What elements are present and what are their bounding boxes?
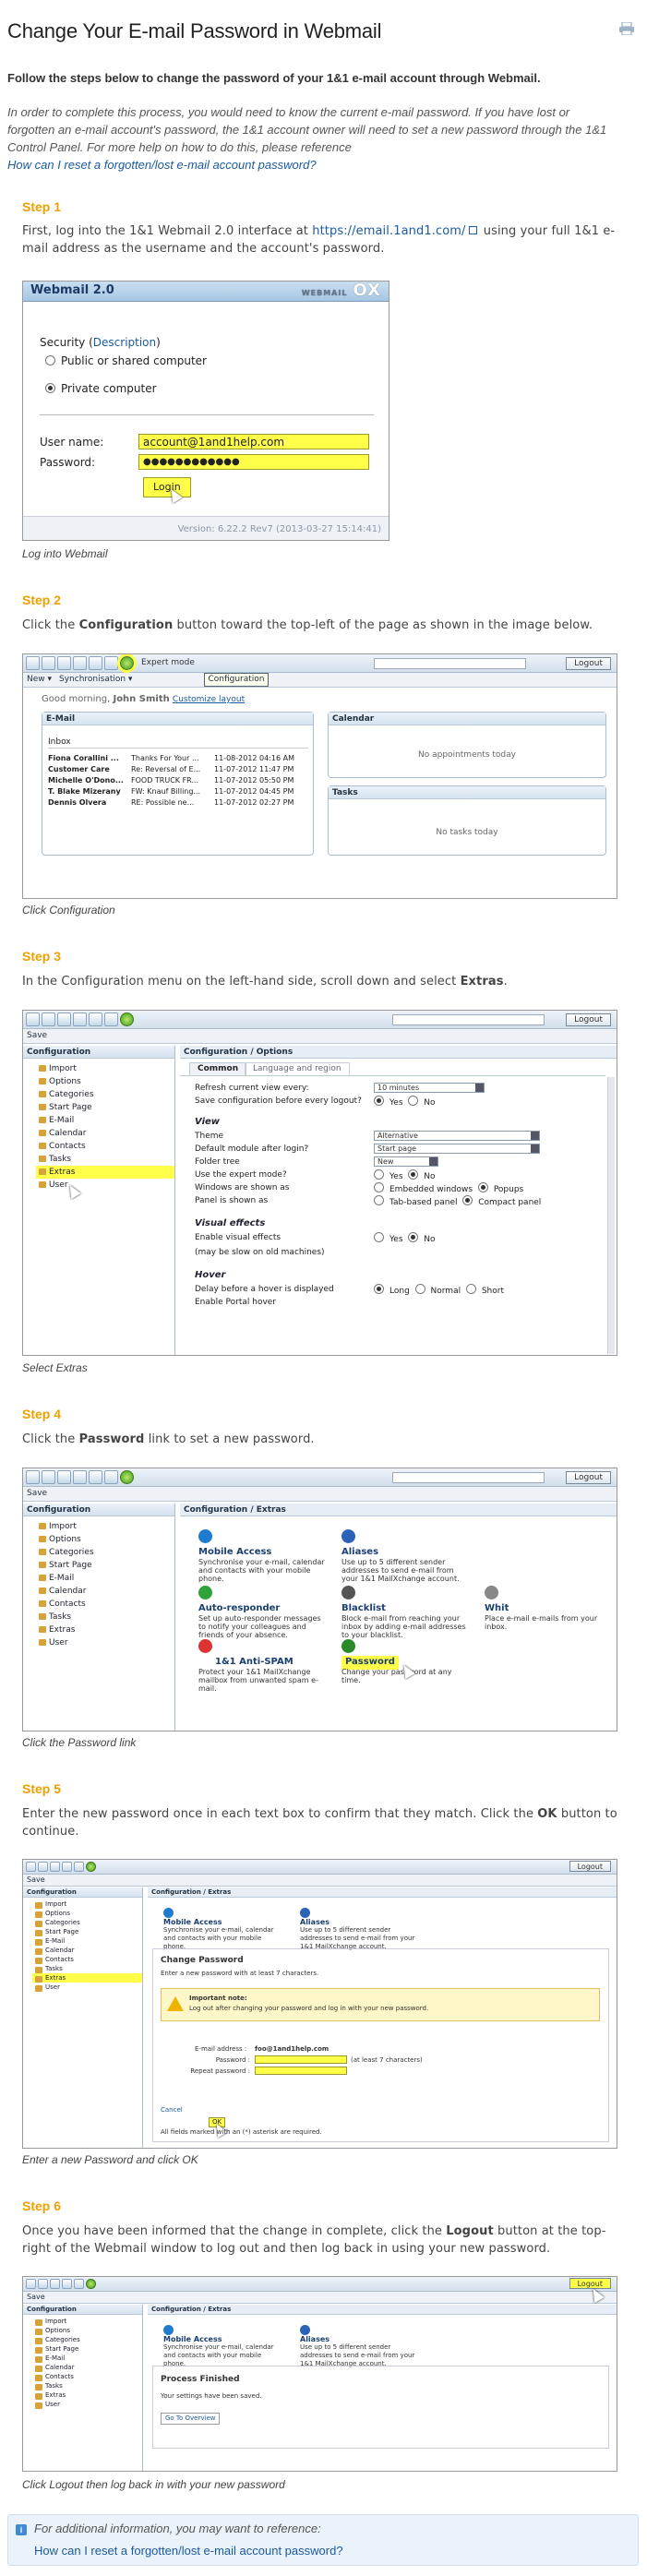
ox-toolbar bbox=[23, 654, 617, 673]
config-tree bbox=[23, 2315, 142, 2409]
tree-item[interactable]: E-Mail bbox=[36, 1114, 174, 1127]
extra-desc: Block e-mail from reaching your inbox by adding e-mail addresses to your blacklist. bbox=[341, 1614, 466, 1639]
print-icon[interactable] bbox=[619, 22, 634, 35]
infostore-icon[interactable] bbox=[104, 1470, 118, 1484]
extras-breadcrumb: Configuration / Extras bbox=[180, 1504, 617, 1516]
panel-radios[interactable]: Tab-based panel Compact panel bbox=[374, 1195, 541, 1209]
tree-item[interactable]: Start Page bbox=[32, 1927, 142, 1936]
password-input[interactable]: ●●●●●●●●●●●● bbox=[138, 454, 369, 470]
tree-item[interactable]: User bbox=[36, 1636, 174, 1649]
login-button[interactable]: Login bbox=[143, 477, 191, 497]
configuration-icon[interactable] bbox=[86, 1862, 96, 1872]
extra-icon bbox=[198, 1639, 212, 1653]
tree-item[interactable]: Options bbox=[36, 1075, 174, 1088]
intro-summary: Follow the steps below to change the password of your 1&1 e-mail account through Webmail. bbox=[7, 71, 541, 85]
mail-row[interactable] bbox=[48, 753, 306, 764]
tasks-widget-title: Tasks bbox=[329, 786, 605, 799]
ox-toolbar bbox=[23, 1468, 617, 1487]
logout-button[interactable]: Logout bbox=[566, 1013, 611, 1026]
cancel-link[interactable]: Cancel bbox=[161, 2106, 183, 2114]
logout-button[interactable]: Logout bbox=[566, 1471, 611, 1484]
tree-item[interactable]: Contacts bbox=[36, 1140, 174, 1153]
home-icon[interactable] bbox=[26, 2279, 36, 2289]
tree-item[interactable]: E-Mail bbox=[32, 1936, 142, 1946]
home-icon[interactable] bbox=[26, 1470, 40, 1484]
tree-item[interactable]: Start Page bbox=[36, 1101, 174, 1114]
extra-link[interactable]: Auto-responder bbox=[198, 1603, 281, 1613]
tasks-icon[interactable] bbox=[89, 1012, 102, 1026]
tree-item[interactable]: Import bbox=[32, 1899, 142, 1909]
search-input[interactable] bbox=[392, 1472, 545, 1483]
extra-link[interactable]: Blacklist bbox=[341, 1603, 386, 1613]
config-sidebar bbox=[23, 1887, 143, 2149]
tree-item[interactable]: Extras bbox=[36, 1623, 174, 1636]
tree-item[interactable]: Import bbox=[36, 1062, 174, 1075]
ok-button[interactable]: OK bbox=[209, 2117, 225, 2127]
extra-link[interactable]: 1&1 Anti-SPAM bbox=[215, 1657, 294, 1667]
panel-label: Panel is shown as bbox=[195, 1196, 269, 1205]
mail-icon[interactable] bbox=[42, 656, 55, 670]
search-input[interactable] bbox=[374, 658, 526, 669]
aliases-link[interactable]: Aliases bbox=[300, 1918, 330, 1926]
windows-radios[interactable]: Embedded windows Popups bbox=[374, 1182, 523, 1196]
tree-item[interactable]: Contacts bbox=[32, 1955, 142, 1964]
email-widget-title: E-Mail bbox=[42, 713, 313, 725]
refresh-label: Refresh current view every: bbox=[195, 1084, 309, 1093]
reset-password-footer-link[interactable]: How can I reset a forgotten/lost e-mail account password? bbox=[34, 2544, 343, 2558]
mail-date: 11-07-2012 02:27 PM bbox=[214, 798, 294, 807]
step-4-caption: Click the Password link bbox=[22, 1736, 137, 1749]
tree-item[interactable]: E-Mail bbox=[36, 1572, 174, 1585]
delay-label: Delay before a hover is displayed bbox=[195, 1285, 334, 1294]
tree-item[interactable]: Start Page bbox=[36, 1559, 174, 1572]
visual-radios[interactable]: Yes No bbox=[374, 1232, 436, 1246]
mail-from: T. Blake Mizerany bbox=[48, 787, 121, 796]
save-button[interactable]: Save bbox=[27, 1875, 45, 1885]
infostore-icon[interactable] bbox=[104, 656, 118, 670]
tree-item[interactable]: Options bbox=[32, 1909, 142, 1918]
tree-item[interactable]: Options bbox=[32, 2326, 142, 2335]
tab-language[interactable]: Language and region bbox=[245, 1062, 350, 1076]
info-icon: i bbox=[16, 2524, 27, 2535]
new-password-input[interactable] bbox=[255, 2055, 347, 2064]
tasks-widget bbox=[328, 785, 606, 856]
repeat-password-label: Repeat password : bbox=[190, 2067, 250, 2075]
extra-link[interactable]: Aliases bbox=[341, 1547, 379, 1557]
change-password-screenshot bbox=[22, 1859, 617, 2149]
mail-row[interactable] bbox=[48, 797, 306, 809]
step-6-heading: Step 6 bbox=[22, 2199, 62, 2213]
tasks-icon[interactable] bbox=[89, 1470, 102, 1484]
extra-link[interactable]: Password bbox=[341, 1656, 399, 1670]
tasks-icon[interactable] bbox=[74, 1862, 84, 1872]
calendar-icon[interactable] bbox=[50, 1862, 60, 1872]
tree-item[interactable]: Options bbox=[36, 1533, 174, 1546]
extras-breadcrumb: Configuration / Extras bbox=[148, 2305, 617, 2315]
process-finished-screenshot bbox=[22, 2276, 617, 2472]
step-2-heading: Step 2 bbox=[22, 593, 62, 607]
config-sidebar-title: Configuration bbox=[23, 2305, 142, 2315]
configuration-icon[interactable] bbox=[120, 1012, 134, 1026]
extra-desc: Place e-mail e-mails from your inbox. bbox=[485, 1614, 598, 1631]
tree-item[interactable]: User bbox=[32, 2400, 142, 2409]
tree-item[interactable]: Categories bbox=[36, 1546, 174, 1559]
step-3-text: In the Configuration menu on the left-hand side, scroll down and select Extras. bbox=[22, 975, 508, 988]
config-sidebar bbox=[23, 1504, 175, 1731]
no-tasks-text: No tasks today bbox=[436, 828, 498, 837]
mail-icon[interactable] bbox=[42, 1470, 55, 1484]
greeting: Good morning, John Smith Customize layout bbox=[42, 694, 246, 704]
view-section: View bbox=[195, 1117, 221, 1127]
aliases-desc: Use up to 5 different sender addresses to send e-mail from your 1&1 MailXchange account. bbox=[300, 1926, 415, 1950]
mail-from: Customer Care bbox=[48, 765, 110, 773]
extra-link[interactable]: Mobile Access bbox=[198, 1547, 272, 1557]
folder-tree-select[interactable]: New bbox=[374, 1156, 438, 1167]
step-5-heading: Step 5 bbox=[22, 1781, 62, 1796]
config-tree bbox=[23, 1898, 142, 1992]
mail-date: 11-08-2012 04:16 AM bbox=[214, 754, 295, 762]
email-label: E-mail address : bbox=[195, 2045, 247, 2053]
save-button[interactable]: Save bbox=[27, 1030, 48, 1040]
tree-item[interactable]: Categories bbox=[32, 1918, 142, 1927]
mail-icon[interactable] bbox=[38, 2279, 48, 2289]
extra-icon bbox=[485, 1586, 498, 1600]
tree-item[interactable]: Calendar bbox=[32, 1946, 142, 1955]
login-header bbox=[23, 282, 389, 302]
mail-row[interactable] bbox=[48, 786, 306, 797]
visual-section: Visual effects bbox=[195, 1218, 266, 1228]
step-5-caption: Enter a new Password and click OK bbox=[22, 2153, 198, 2166]
hover-section: Hover bbox=[195, 1270, 226, 1280]
note-title: Important note: bbox=[189, 1995, 247, 2002]
additional-info-text: For additional information, you may want to reference: bbox=[34, 2522, 321, 2535]
mobile-access-desc: Synchronise your e-mail, calendar and contacts with your mobile phone. bbox=[163, 2343, 274, 2367]
ox-subtoolbar bbox=[23, 673, 617, 688]
extra-icon bbox=[341, 1639, 355, 1653]
login-screenshot bbox=[22, 281, 389, 541]
default-module-label: Default module after login? bbox=[195, 1144, 309, 1154]
page-title: Change Your E-mail Password in Webmail bbox=[7, 19, 382, 42]
mail-from: Michelle O'Dono... bbox=[48, 776, 124, 785]
ox-subtoolbar bbox=[23, 1029, 617, 1044]
tree-item[interactable]: Calendar bbox=[36, 1585, 174, 1598]
config-sidebar-title: Configuration bbox=[23, 1887, 142, 1898]
tree-item[interactable]: Tasks bbox=[32, 1964, 142, 1973]
mail-from: Dennis Olvera bbox=[48, 798, 107, 807]
config-sidebar bbox=[23, 1046, 175, 1356]
public-option[interactable]: Public or shared computer bbox=[45, 353, 207, 369]
mail-row[interactable] bbox=[48, 775, 306, 786]
aliases-link[interactable]: Aliases bbox=[300, 2335, 330, 2343]
extra-desc: Protect your 1&1 MailXchange mailbox from unwanted spam e-mail. bbox=[198, 1668, 318, 1693]
private-option[interactable]: Private computer bbox=[45, 381, 157, 397]
visual-label: Enable visual effects bbox=[195, 1233, 282, 1242]
tree-item[interactable]: Tasks bbox=[36, 1611, 174, 1623]
tree-item[interactable]: Contacts bbox=[36, 1598, 174, 1611]
sync-menu[interactable]: Synchronisation ▾ bbox=[59, 674, 133, 684]
additional-info-box bbox=[7, 2514, 639, 2566]
process-finished-heading: Process Finished bbox=[161, 2375, 240, 2384]
config-tree bbox=[23, 1516, 174, 1649]
default-module-select[interactable]: Start page bbox=[374, 1144, 540, 1154]
note-text: Log out after changing your password and log in with your new password. bbox=[189, 2005, 429, 2012]
radio-icon[interactable] bbox=[45, 355, 55, 365]
calendar-icon[interactable] bbox=[57, 1012, 71, 1026]
calendar-icon[interactable] bbox=[50, 2279, 60, 2289]
reset-password-link[interactable]: How can I reset a forgotten/lost e-mail account password? bbox=[7, 158, 317, 172]
configuration-tooltip: Configuration bbox=[204, 673, 268, 687]
expert-radios[interactable]: Yes No bbox=[374, 1169, 436, 1183]
calendar-widget bbox=[328, 712, 606, 778]
tree-item[interactable]: User bbox=[32, 1983, 142, 1992]
password-label: Password: bbox=[40, 456, 96, 469]
mail-date: 11-07-2012 05:50 PM bbox=[214, 776, 294, 785]
mail-date: 11-07-2012 04:45 PM bbox=[214, 787, 294, 796]
extras-breadcrumb: Configuration / Extras bbox=[148, 1887, 617, 1898]
security-label: Security (Description) bbox=[40, 336, 161, 349]
tree-item[interactable]: Extras bbox=[32, 2390, 142, 2400]
mail-row[interactable] bbox=[48, 764, 306, 775]
step-4-heading: Step 4 bbox=[22, 1407, 62, 1421]
tree-item[interactable]: Categories bbox=[36, 1088, 174, 1101]
extra-desc: Synchronise your e-mail, calendar and contacts with your mobile phone. bbox=[198, 1558, 325, 1583]
extra-icon bbox=[341, 1586, 355, 1600]
required-note: All fields marked with an (*) asterisk are required. bbox=[161, 2128, 322, 2136]
settings-saved-text: Your settings have been saved. bbox=[161, 2392, 262, 2400]
tasks-icon[interactable] bbox=[74, 2279, 84, 2289]
portal-screenshot bbox=[22, 653, 617, 899]
slow-note: (may be slow on old machines) bbox=[195, 1248, 325, 1257]
email-value: foo@1and1help.com bbox=[255, 2045, 329, 2053]
tree-item[interactable]: Extras bbox=[32, 1973, 142, 1983]
username-label: User name: bbox=[40, 436, 104, 449]
logout-button[interactable]: Logout bbox=[569, 1861, 611, 1872]
mail-date: 11-07-2012 11:47 PM bbox=[214, 765, 294, 773]
description-link[interactable]: Description bbox=[92, 336, 157, 349]
tree-item[interactable]: Extras bbox=[36, 1166, 174, 1179]
email-widget bbox=[42, 712, 314, 856]
contacts-icon[interactable] bbox=[73, 1470, 87, 1484]
repeat-password-input[interactable] bbox=[255, 2067, 347, 2075]
mail-subject: FOOD TRUCK FR... bbox=[131, 776, 199, 785]
ox-toolbar bbox=[23, 1011, 617, 1029]
home-icon[interactable] bbox=[26, 1862, 36, 1872]
username-input[interactable]: account@1and1help.com bbox=[138, 434, 369, 449]
tree-item[interactable]: Contacts bbox=[32, 2372, 142, 2381]
extra-icon bbox=[341, 1529, 355, 1543]
step-3-caption: Select Extras bbox=[22, 1361, 88, 1374]
mail-icon[interactable] bbox=[38, 1862, 48, 1872]
expert-label: Use the expert mode? bbox=[195, 1170, 287, 1180]
tree-item[interactable]: Tasks bbox=[32, 2381, 142, 2390]
infostore-icon[interactable] bbox=[104, 1012, 118, 1026]
options-screenshot bbox=[22, 1010, 617, 1356]
mail-subject: FW: Knauf Billing... bbox=[131, 787, 201, 796]
ox-logo: WEBMAIL OX bbox=[301, 281, 381, 301]
mobile-access-desc: Synchronise your e-mail, calendar and contacts with your mobile phone. bbox=[163, 1926, 274, 1950]
config-sidebar-title: Configuration bbox=[23, 1504, 174, 1516]
contacts-icon[interactable] bbox=[62, 1862, 72, 1872]
save-button[interactable]: Save bbox=[27, 1488, 48, 1498]
tree-item[interactable]: Import bbox=[36, 1520, 174, 1533]
ox-subtoolbar bbox=[23, 2292, 617, 2304]
expert-mode-toggle[interactable]: Expert mode bbox=[141, 657, 195, 667]
warning-icon bbox=[167, 1996, 184, 2011]
configuration-icon[interactable] bbox=[120, 1470, 134, 1484]
mail-subject: Thanks For Your ... bbox=[131, 754, 199, 762]
mail-icon[interactable] bbox=[42, 1012, 55, 1026]
extra-link[interactable]: Whit bbox=[485, 1603, 509, 1613]
extra-icon bbox=[198, 1529, 212, 1543]
calendar-widget-title: Calendar bbox=[329, 713, 605, 725]
calendar-icon[interactable] bbox=[57, 1470, 71, 1484]
extra-desc: Set up auto-responder messages to notify your colleagues and friends of your absence. bbox=[198, 1614, 321, 1639]
options-breadcrumb: Configuration / Options bbox=[180, 1046, 617, 1059]
ox-subtoolbar bbox=[23, 1875, 617, 1887]
save-logout-radios[interactable]: Yes No bbox=[374, 1096, 436, 1109]
webmail-title: Webmail 2.0 bbox=[30, 283, 114, 298]
password-length-hint: (at least 7 characters) bbox=[351, 2056, 423, 2064]
config-sidebar-title: Configuration bbox=[23, 1046, 174, 1059]
no-appointments-text: No appointments today bbox=[418, 750, 516, 760]
tab-common[interactable]: Common bbox=[189, 1062, 246, 1076]
ox-subtoolbar bbox=[23, 1487, 617, 1502]
tree-item[interactable]: Import bbox=[32, 2317, 142, 2326]
go-to-overview-button[interactable]: Go To Overview bbox=[161, 2413, 220, 2425]
tree-item[interactable]: Start Page bbox=[32, 2344, 142, 2354]
new-menu[interactable]: New ▾ bbox=[27, 674, 53, 684]
important-note bbox=[161, 1988, 600, 2021]
extra-desc: Change your password at any time. bbox=[341, 1668, 452, 1684]
tree-item[interactable]: User bbox=[36, 1179, 174, 1192]
mail-subject: Re: Reversal of E... bbox=[131, 765, 201, 773]
save-button[interactable]: Save bbox=[27, 2293, 45, 2302]
mobile-access-link[interactable]: Mobile Access bbox=[163, 1918, 222, 1926]
version-text: Version: 6.22.2 Rev7 (2013-03-27 15:14:41) bbox=[177, 524, 381, 534]
aliases-desc: Use up to 5 different sender addresses to send e-mail from your 1&1 MailXchange account. bbox=[300, 2343, 415, 2367]
configuration-icon[interactable] bbox=[86, 2279, 96, 2289]
config-tree bbox=[23, 1059, 174, 1192]
theme-select[interactable]: Alternative bbox=[374, 1131, 540, 1141]
inbox-label: Inbox bbox=[48, 737, 71, 747]
extra-icon bbox=[198, 1586, 212, 1600]
intro-note: In order to complete this process, you would need to know the current e-mail password. If you have lost or forgotten an e-mail account's password, the 1&1 account owner will need to set a new password through the 1&1 Control Panel. For more help on how to do this, please reference How can I reset a forgotten/lost e-mail account password? bbox=[7, 105, 607, 172]
config-sidebar bbox=[23, 2305, 143, 2472]
tree-item[interactable]: Calendar bbox=[36, 1127, 174, 1140]
home-icon[interactable] bbox=[26, 1012, 40, 1026]
extra-desc: Use up to 5 different sender addresses to send e-mail from your 1&1 MailXchange account. bbox=[341, 1558, 460, 1583]
mail-from: Fiona Corallini ... bbox=[48, 754, 119, 762]
mail-subject: RE: Possible ne... bbox=[131, 798, 195, 807]
calendar-icon[interactable] bbox=[57, 656, 71, 670]
search-input[interactable] bbox=[392, 1014, 545, 1025]
step-1-heading: Step 1 bbox=[22, 199, 62, 214]
tree-item[interactable]: E-Mail bbox=[32, 2354, 142, 2363]
tree-item[interactable]: Tasks bbox=[36, 1153, 174, 1166]
webmail-link[interactable]: https://email.1and1.com/ bbox=[312, 224, 466, 238]
contacts-icon[interactable] bbox=[62, 2279, 72, 2289]
step-4-text: Click the Password link to set a new password. bbox=[22, 1432, 315, 1446]
logout-button[interactable]: Logout bbox=[566, 657, 611, 670]
logout-button[interactable]: Logout bbox=[569, 2278, 611, 2289]
refresh-select[interactable]: 10 minutes bbox=[374, 1083, 485, 1093]
tree-item[interactable]: Categories bbox=[32, 2335, 142, 2344]
windows-label: Windows are shown as bbox=[195, 1183, 290, 1192]
password-hint: Enter a new password with at least 7 characters. bbox=[161, 1970, 319, 1977]
step-5-text: Enter the new password once in each text box to confirm that they match. Click the OK button to continue. bbox=[22, 1807, 617, 1839]
change-password-panel bbox=[152, 1948, 609, 2142]
ox-toolbar bbox=[23, 1860, 617, 1875]
customize-layout-link[interactable]: Customize layout bbox=[172, 695, 246, 704]
change-password-heading: Change Password bbox=[161, 1956, 244, 1965]
tree-item[interactable]: Calendar bbox=[32, 2363, 142, 2372]
new-password-label: Password : bbox=[215, 2056, 250, 2064]
portal-hover-label: Enable Portal hover bbox=[195, 1298, 277, 1307]
delay-radios[interactable]: Long Normal Short bbox=[374, 1284, 504, 1298]
home-icon[interactable] bbox=[26, 656, 40, 670]
contacts-icon[interactable] bbox=[73, 1012, 87, 1026]
step-1-caption: Log into Webmail bbox=[22, 547, 108, 560]
mobile-access-link[interactable]: Mobile Access bbox=[163, 2335, 222, 2343]
step-1-text: First, log into the 1&1 Webmail 2.0 interface at https://email.1and1.com/ using your full 1&1 e-mail address as the username and the account's password. bbox=[22, 224, 616, 256]
step-2-caption: Click Configuration bbox=[22, 904, 115, 917]
process-finished-panel bbox=[152, 2366, 609, 2449]
contacts-icon[interactable] bbox=[73, 656, 87, 670]
folder-tree-label: Folder tree bbox=[195, 1157, 240, 1167]
step-3-heading: Step 3 bbox=[22, 949, 62, 964]
extras-screenshot bbox=[22, 1468, 617, 1731]
tasks-icon[interactable] bbox=[89, 656, 102, 670]
save-logout-label: Save configuration before every logout? bbox=[195, 1096, 362, 1106]
external-link-icon bbox=[469, 226, 477, 234]
theme-label: Theme bbox=[195, 1132, 224, 1141]
radio-selected-icon[interactable] bbox=[45, 383, 55, 393]
configuration-icon[interactable] bbox=[120, 656, 134, 670]
scrollbar[interactable] bbox=[607, 1077, 615, 1354]
step-6-caption: Click Logout then log back in with your new password bbox=[22, 2478, 285, 2491]
ox-toolbar bbox=[23, 2277, 617, 2292]
step-2-text: Click the Configuration button toward the top-left of the page as shown in the image below. bbox=[22, 618, 593, 632]
step-6-text: Once you have been informed that the change in complete, click the Logout button at the top-right of the Webmail window to log out and then log back in using your new password. bbox=[22, 2224, 606, 2256]
